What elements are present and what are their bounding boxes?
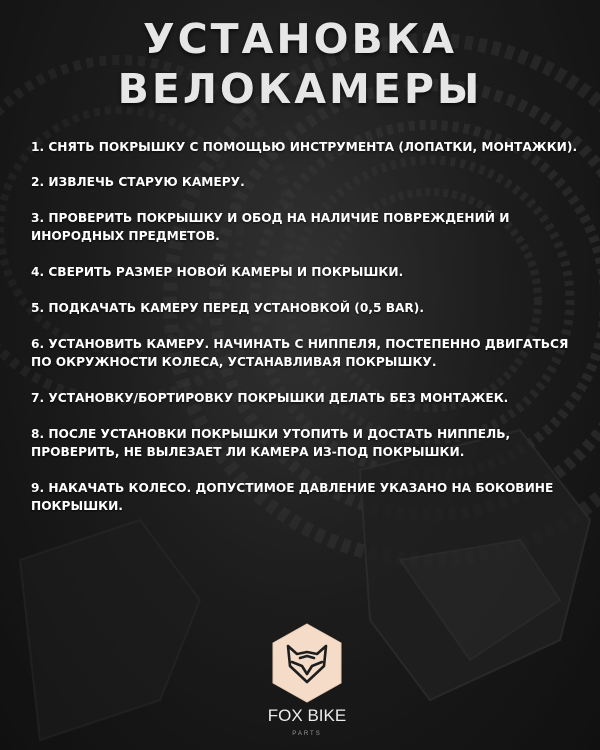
step-item: 2. ИЗВЛЕЧЬ СТАРУЮ КАМЕРУ. <box>31 175 245 189</box>
fox-head-hexagon-icon <box>270 622 344 704</box>
step-item: 8. ПОСЛЕ УСТАНОВКИ ПОКРЫШКИ УТОПИТЬ И ДОСТАТЬ НИППЕЛЬ, ПРОВЕРИТЬ, НЕ ВЫЛЕЗАЕТ ЛИ КАМЕРА ИЗ-ПОД ПОКРЫШКИ. <box>31 427 511 459</box>
brand-name: FOX BIKE <box>267 706 347 725</box>
title-line-2: ВЕЛОКАМЕРЫ <box>117 65 483 113</box>
step-item: 9. НАКАЧАТЬ КОЛЕСО. ДОПУСТИМОЕ ДАВЛЕНИЕ УКАЗАНО НА БОКОВИНЕ ПОКРЫШКИ. <box>31 481 554 513</box>
brand-subtitle: PARTS <box>292 731 322 737</box>
page-title <box>0 14 600 114</box>
step-item: 6. УСТАНОВИТЬ КАМЕРУ. НАЧИНАТЬ С НИППЕЛЯ, ПОСТЕПЕННО ДВИГАТЬСЯ ПО ОКРУЖНОСТИ КОЛЕСА, УСТАНАВЛИВАЯ ПОКРЫШКУ. <box>31 337 569 369</box>
step-item: 1. СНЯТЬ ПОКРЫШКУ С ПОМОЩЬЮ ИНСТРУМЕНТА (ЛОПАТКИ, МОНТАЖКИ). <box>31 140 578 154</box>
installation-steps-list <box>31 138 586 515</box>
step-item: 3. ПРОВЕРИТЬ ПОКРЫШКУ И ОБОД НА НАЛИЧИЕ ПОВРЕЖДЕНИЙ И ИНОРОДНЫХ ПРЕДМЕТОВ. <box>31 211 510 243</box>
step-item: 5. ПОДКАЧАТЬ КАМЕРУ ПЕРЕД УСТАНОВКОЙ (0,5 BAR). <box>31 301 424 315</box>
title-line-1: УСТАНОВКА <box>142 15 458 63</box>
step-item: 4. СВЕРИТЬ РАЗМЕР НОВОЙ КАМЕРЫ И ПОКРЫШКИ. <box>31 265 404 279</box>
step-item: 7. УСТАНОВКУ/БОРТИРОВКУ ПОКРЫШКИ ДЕЛАТЬ БЕЗ МОНТАЖЕК. <box>31 391 509 405</box>
